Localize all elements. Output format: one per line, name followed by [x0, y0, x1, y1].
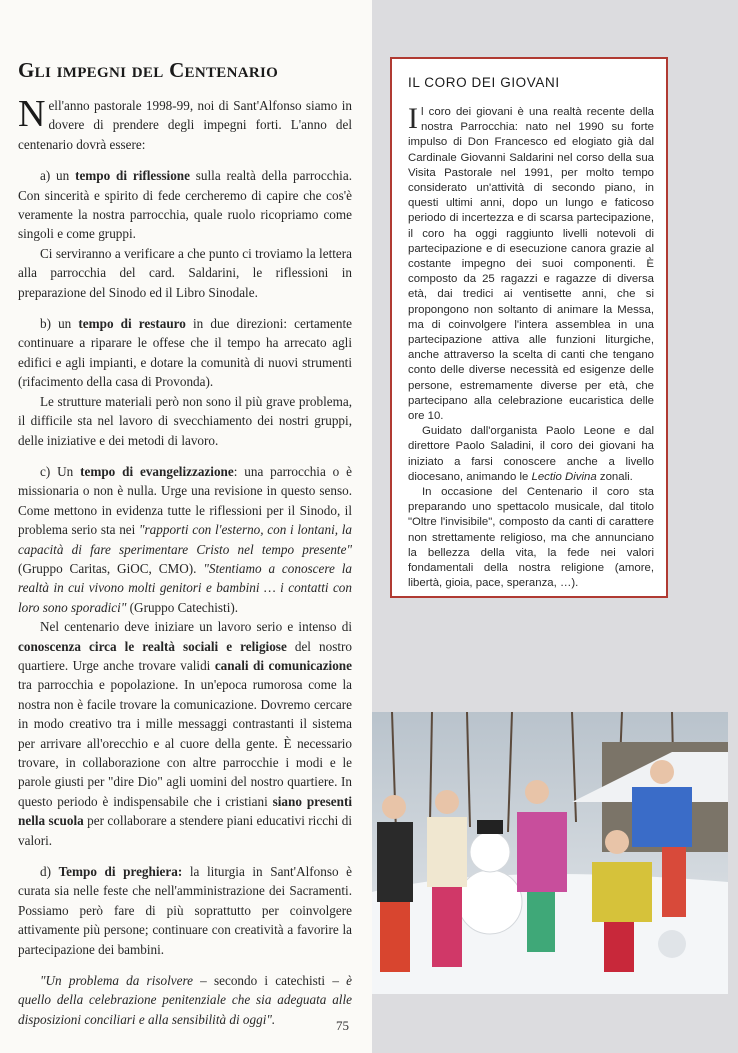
closing-quote: "Un problema da risolvere – secondo i catechisti – è quello della celebrazione penitenziale che sia adeguata alle disposizioni conciliari e alla sensibilità di oggi".: [18, 973, 352, 1027]
choir-photo: [372, 712, 728, 994]
box-title: IL CORO DEI GIOVANI: [408, 75, 560, 90]
section-c: c) Un tempo di evangelizzazione: una parrocchia o è missionaria o non è nulla. Urge una revisione in questo senso. Come mettono in evidenza tutte le riflessioni per il Sinodo, il problema serio sta nei "rapporti con l'esterno, con i lontani, la capacità di fare sperimentare Cristo nel tempo presente" (Gruppo Caritas, GiOC, CMO). "Stentiamo a conoscere la realtà in cui vivono molti genitori e bambini … i contatti con loro sono sporadici" (Gruppo Catechisti).: [18, 463, 352, 615]
box-paragraph-3: In occasione del Centenario il coro sta preparando uno spettacolo musicale, dal titolo "Oltre l'invisibile", composto da canti di carattere non strettamente religioso, ma che annunciano la bellezza della vita, la fede nei valori fondamentali della nostra religione (amore, libertà, gioia, pace, speranza, …).: [408, 486, 654, 590]
box-article: [408, 102, 654, 592]
page-number: 75: [336, 1018, 349, 1033]
section-b-paragraph-2: Le strutture materiali però non sono il più grave problema, il difficile sta nel lavoro di svecchiamento dei nostri gruppi, delle iniziative e dei metodi di lavoro.: [18, 393, 352, 448]
section-c-paragraph-2: Nel centenario deve iniziare un lavoro serio e intenso di conoscenza circa le realtà sociali e religiose del nostro quartiere. Urge anche trovare validi canali di comunicazione tra parrocchia e popolazione. In un'epoca rumorosa come la nostra non è facile trovare la comunicazione. Dovremo cercare in modo creativo tra i mille messaggi contrastanti il sistema per arrivare all'orecchio e al cuore della gente. È necessario trovare, in collaborazione con altre parrocchie i modi e le parole giusti per "dire Dio" agli uomini del nostro quartiere. In questo periodo è indispensabile che i cristiani siano presenti nella scuola per collaborare a stendere piani educativi ricchi di valori.: [18, 619, 352, 848]
box-paragraph-1: Il coro dei giovani è una realtà recente della nostra Parrocchia: nato nel 1990 su forte impulso di Don Francesco ed elogiato già dal Cardinale Giovanni Saldarini nel corso della sua Visita Pastorale nel 1991, per molto tempo considerato un'attività di secondo piano, in questi ultimi anni, dopo un lungo e faticoso periodo di incertezza e di scarsa partecipazione, il coro ha oggi raggiunto livelli notevoli di partecipazione e di esecuzione canora grazie al costante impegno dei suoi componenti. È composto da 25 ragazzi e ragazze di diversa età, dai tredici ai ventisette anni, che si propongono non soltanto di animare la Messa, ma di coinvolgere l'intera assemblea in una partecipazione attiva alle funzioni liturgiche, anche attraverso la scelta di canti che tengano conto delle diverse necessità ed esigenze delle persone, estremamente diverse per età, che partecipano alla celebrazione eucaristica delle ore 10.: [408, 102, 654, 423]
box-paragraph-2: Guidato dall'organista Paolo Leone e dal direttore Paolo Saladini, il coro dei giovani ha iniziato a farsi conoscere anche a livello diocesano, animando le Lectio Divina zonali.: [408, 425, 654, 483]
snow-scene-illustration: [372, 712, 728, 994]
intro-paragraph: Nell'anno pastorale 1998-99, noi di Sant'Alfonso siamo in dovere di prendere degli impegni forti. L'anno del centenario dovrà essere:: [18, 93, 352, 152]
main-article: [18, 93, 353, 1029]
box-drop-cap: I: [408, 102, 418, 135]
section-a-paragraph-2: Ci serviranno a verificare a che punto ci troviamo la lettera alla parrocchia del card. Saldarini, le riflessioni in preparazione del Sinodo ed il Libro Sinodale.: [18, 245, 352, 300]
sidebar-box: [390, 57, 668, 598]
page-title: Gli impegni del Centenario: [18, 58, 279, 82]
section-b: b) un tempo di restauro in due direzioni: certamente continuare a riparare le offese che il tempo ha arrecato agli edifici e agli impianti, e dotare la comunità di nuovi strumenti (rifacimento della casa di Provonda).: [18, 316, 352, 390]
section-d: d) Tempo di preghiera: la liturgia in Sant'Alfonso è curata sia nelle feste che nell'amministrazione dei Sacramenti. Possiamo però fare di più soprattutto per coinvolgere attivamente più persone; continuare con creatività a favorire la partecipazione dei bambini.: [18, 864, 353, 957]
drop-cap: N: [18, 93, 46, 135]
section-a: a) un tempo di riflessione sulla realtà della parrocchia. Con sincerità e spirito di fede cercheremo di capire che cos'è veramente la nostra parrocchia, quale ruolo ricopriamo come singoli e come gruppi.: [18, 168, 352, 242]
